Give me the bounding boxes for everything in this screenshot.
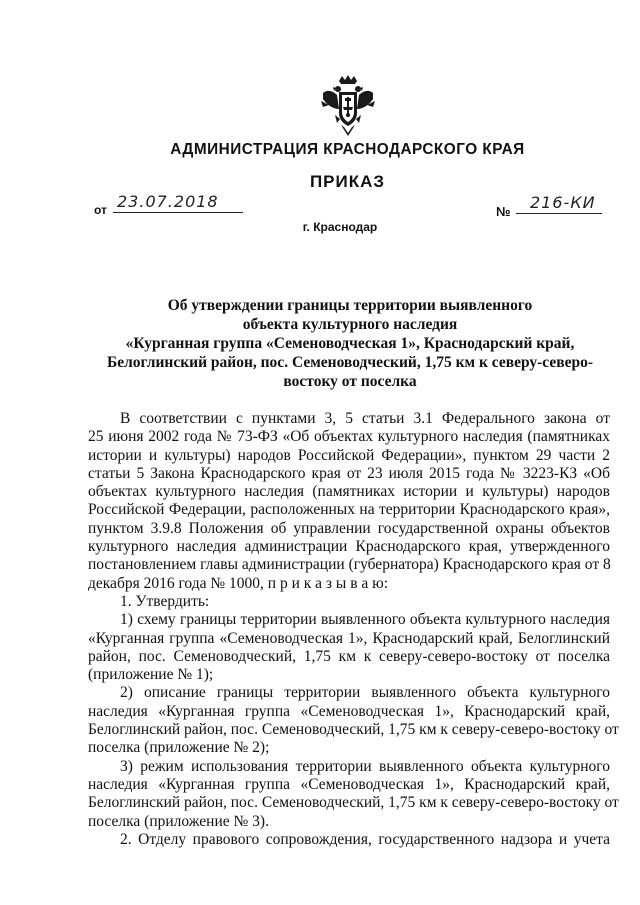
- body-line: район, пос. Семеноводческий, 1,75 км к северу-северо-востоку от поселка: [88, 647, 610, 665]
- organization-title: АДМИНИСТРАЦИЯ КРАСНОДАРСКОГО КРАЯ: [170, 141, 525, 158]
- body-line: постановлением главы администрации (губернатора) Краснодарского края от 8: [88, 556, 611, 574]
- body-line: 2) описание границы территории выявленного объекта культурного: [120, 684, 610, 702]
- body-line: истории и культуры) народов Российской Федерации», пунктом 29 части 2: [88, 446, 610, 464]
- body-line: Белоглинский район, пос. Семеноводческий, 1,75 км к северу-северо-востоку от: [88, 721, 619, 739]
- subject-line: востоку от поселка: [283, 373, 417, 390]
- body-line: Российской Федерации, расположенных на территории Краснодарского края»,: [88, 501, 610, 519]
- body-line: 25 июня 2002 года № 73-ФЗ «Об объектах культурного наследия (памятниках: [88, 428, 610, 446]
- subject-line: Об утверждении границы территории выявленного: [167, 297, 533, 314]
- body-line: 1) схему границы территории выявленного объекта культурного наследия: [120, 611, 610, 629]
- subject-line: «Курганная группа «Семеноводческая 1», Краснодарский край,: [125, 335, 575, 352]
- body-line: «Курганная группа «Семеноводческая 1», Краснодарский край, Белоглинский: [88, 629, 610, 647]
- body-line: декабря 2016 года № 1000, п р и к а з ы в а ю:: [88, 574, 389, 592]
- body-line: 2. Отделу правового сопровождения, государственного надзора и учета: [120, 830, 610, 848]
- body-line: Белоглинский район, пос. Семеноводческий, 1,75 км к северу-северо-востоку от: [88, 794, 619, 812]
- body-line: культурного наследия администрации Краснодарского края, утвержденного: [88, 538, 610, 556]
- body-line: В соответствии с пунктами 3, 5 статьи 3.1 Федерального закона от: [120, 410, 610, 427]
- document-date: 23.07.2018: [113, 192, 243, 213]
- body-line: объектах культурного наследия (памятниках истории и культуры) народов: [88, 483, 610, 501]
- subject-line: Белоглинский район, пос. Семеноводческий, 1,75 км к северу-северо-: [106, 354, 594, 371]
- place-of-issue: г. Краснодар: [302, 220, 378, 234]
- body-line: (приложение № 1);: [88, 666, 214, 684]
- body-line: 3) режим использования территории выявленного объекта культурного: [120, 757, 610, 775]
- body-line: наследия «Курганная группа «Семеноводческая 1», Краснодарский край,: [88, 702, 610, 720]
- body-line: поселка (приложение № 3).: [88, 812, 269, 830]
- body-line: статьи 5 Закона Краснодарского края от 23 июля 2015 года № 3223-КЗ «Об: [88, 464, 610, 482]
- body-line: поселка (приложение № 2);: [88, 739, 270, 757]
- document-type-title: ПРИКАЗ: [309, 172, 386, 191]
- date-prefix: от: [94, 203, 107, 217]
- coat-of-arms-icon: [319, 75, 377, 137]
- body-line: наследия «Курганная группа «Семеноводческая 1», Краснодарский край,: [88, 775, 610, 793]
- number-sign: №: [496, 204, 511, 219]
- subject-line: объекта культурного наследия: [242, 316, 458, 333]
- body-line: 1. Утвердить:: [120, 592, 210, 610]
- document-subject: [90, 296, 610, 391]
- document-number: 216-КИ: [516, 193, 602, 214]
- document-body: [88, 410, 619, 849]
- body-line: пунктом 3.9.8 Положения об управлении государственной охраны объектов: [88, 519, 610, 537]
